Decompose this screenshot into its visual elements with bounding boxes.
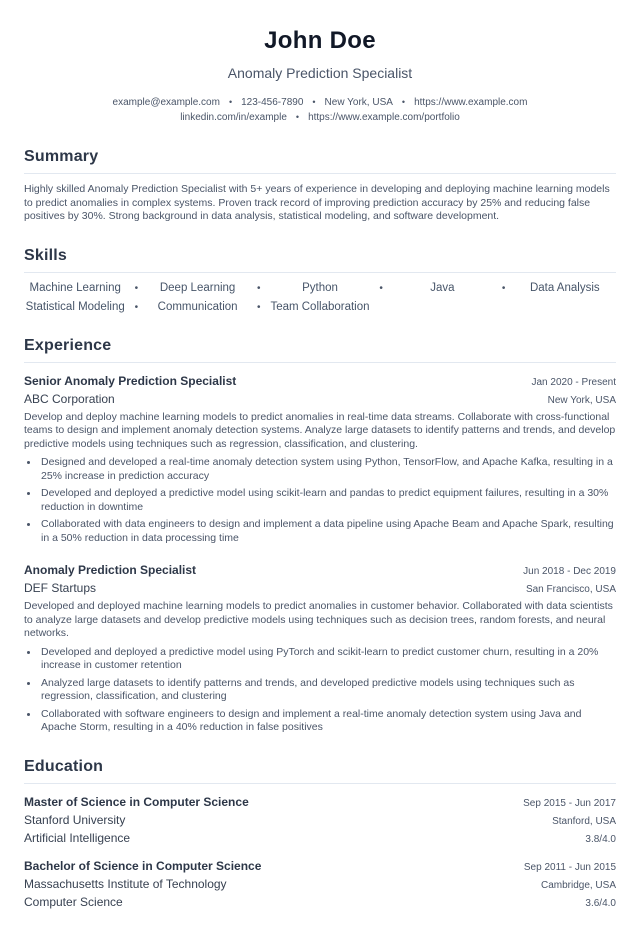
- skill-item: Python: [302, 281, 338, 294]
- candidate-name: John Doe: [264, 27, 376, 54]
- bullet-separator: •: [312, 97, 316, 107]
- bullet-separator: •: [228, 97, 233, 107]
- contact-linkedin: linkedin.com/in/example: [180, 112, 287, 123]
- job-company: ABC Corporation: [24, 391, 115, 406]
- bullet-separator: •: [501, 282, 506, 294]
- contact-info: [24, 95, 616, 125]
- job-location: San Francisco, USA: [525, 584, 616, 595]
- education-field: Computer Science: [24, 894, 123, 909]
- bullet-separator: •: [401, 97, 406, 107]
- section-summary: [24, 148, 616, 224]
- job-bullet: • Analyzed large datasets to identify patterns and trends, and developed predictive models using techniques such as regression, classification, and clustering: [39, 677, 616, 704]
- bullet-separator: •: [295, 112, 300, 122]
- skill-item: Deep Learning: [159, 281, 236, 294]
- section-education: [24, 758, 616, 910]
- skill-item: Machine Learning: [29, 281, 121, 294]
- section-experience: [24, 337, 616, 735]
- candidate-job-title: Anomaly Prediction Specialist: [227, 65, 413, 81]
- job-bullet: • Collaborated with software engineers to design and implement a real-time anomaly detection system using Java and Apache Storm, resulting in a 40% reduction in false positives: [39, 708, 616, 735]
- skill-item: Java: [430, 281, 455, 294]
- education-degree: Bachelor of Science in Computer Science: [24, 858, 262, 873]
- job-description: Develop and deploy machine learning models to predict anomalies in real-time data streams. Collaborate with cross-functional teams to design and implement anomaly detection systems. Analyze large datasets to identify patterns and trends, and develop predictive models using techniques such as regression, classification, and clustering.: [24, 410, 616, 450]
- section-heading-summary: Summary: [24, 148, 616, 174]
- education-location: Stanford, USA: [552, 815, 616, 827]
- skill-item: Statistical Modeling: [25, 300, 125, 313]
- bullet-separator: •: [134, 282, 139, 294]
- job-description: Developed and deployed machine learning models to predict anomalies in customer behavior. Collaborated with data scientists to analyze large datasets and develop predictive models using techniques such as decision trees, random forests, and neural networks.: [24, 600, 613, 639]
- job-bullet: • Collaborated with data engineers to design and implement a data pipeline using Apache Beam and Apache Spark, resulting in a 50% reduction in data processing time: [39, 518, 616, 545]
- education-gpa: 3.8/4.0: [585, 833, 616, 845]
- contact-location: New York, USA: [324, 97, 393, 108]
- resume-header: [24, 27, 616, 125]
- skill-item: Data Analysis: [529, 281, 600, 294]
- section-skills: [24, 247, 616, 314]
- education-degree: Master of Science in Computer Science: [24, 794, 249, 809]
- experience-entry: [24, 562, 616, 735]
- contact-phone: 123-456-7890: [241, 97, 304, 108]
- education-school: Massachusetts Institute of Technology: [24, 876, 227, 891]
- education-dates: Sep 2011 - Jun 2015: [523, 861, 616, 873]
- section-heading-skills: Skills: [24, 247, 616, 273]
- education-entry: [24, 794, 616, 846]
- education-field: Artificial Intelligence: [24, 830, 131, 845]
- job-dates: Jun 2018 - Dec 2019: [523, 566, 616, 577]
- job-title: Senior Anomaly Prediction Specialist: [24, 373, 237, 388]
- section-heading-education: Education: [24, 758, 616, 784]
- contact-line-2: [24, 110, 616, 125]
- skill-item: Team Collaboration: [270, 300, 370, 313]
- contact-line-1: [24, 95, 616, 110]
- job-bullet-list: [24, 456, 616, 545]
- job-dates: Jan 2020 - Present: [531, 376, 616, 388]
- bullet-separator: •: [134, 301, 139, 313]
- job-bullet: • Developed and deployed a predictive model using PyTorch and scikit-learn to predict customer churn, resulting in a 20% increase in customer retention: [39, 646, 616, 673]
- job-bullet: • Designed and developed a real-time anomaly detection system using Python, TensorFlow, and Apache Kafka, resulting in a 25% increase in prediction accuracy: [39, 456, 616, 483]
- experience-entry: [24, 373, 616, 546]
- education-entry: [24, 858, 616, 910]
- bullet-separator: •: [257, 301, 261, 313]
- job-title: Anomaly Prediction Specialist: [24, 563, 197, 577]
- skills-grid: [24, 282, 616, 314]
- summary-text: Highly skilled Anomaly Prediction Specialist with 5+ years of experience in developing and deploying machine learning models to predict anomalies in complex systems. Proven track record of improving prediction accuracy by 25% and reducing false positives by 30%. Strong background in data analysis, statistical modeling, and software development.: [24, 183, 610, 222]
- section-heading-experience: Experience: [24, 337, 616, 363]
- contact-email: example@example.com: [112, 97, 220, 108]
- education-dates: Sep 2015 - Jun 2017: [523, 797, 616, 809]
- bullet-separator: •: [379, 282, 383, 294]
- education-location: Cambridge, USA: [540, 879, 616, 891]
- bullet-separator: •: [257, 282, 261, 294]
- job-location: New York, USA: [547, 394, 616, 406]
- education-gpa: 3.6/4.0: [585, 897, 616, 909]
- skill-item: Communication: [157, 300, 238, 313]
- job-company: DEF Startups: [24, 581, 97, 595]
- job-bullet: • Developed and deployed a predictive model using scikit-learn and pandas to predict equipment failures, resulting in a 30% reduction in downtime: [39, 487, 616, 514]
- job-bullet-list: [24, 646, 616, 735]
- contact-portfolio: https://www.example.com/portfolio: [308, 112, 460, 123]
- contact-website: https://www.example.com: [414, 97, 528, 108]
- education-school: Stanford University: [24, 812, 126, 827]
